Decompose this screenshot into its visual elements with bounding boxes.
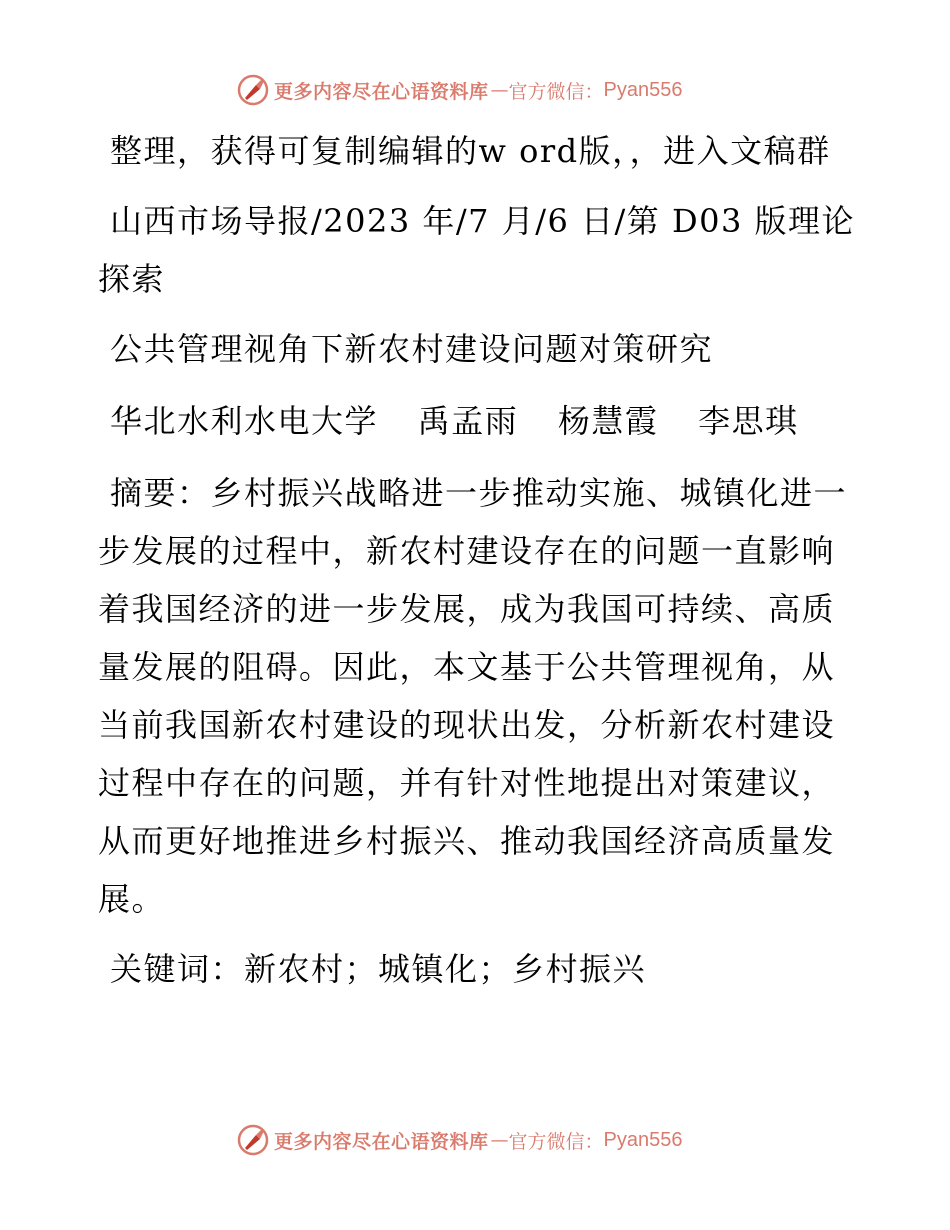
watermark-id: Pyan556: [603, 78, 683, 101]
author-line: [98, 392, 858, 450]
watermark-id: Pyan556: [603, 1128, 683, 1151]
watermark-separator: —: [490, 79, 509, 101]
source-line: 山西市场导报/2023 年/7 月/6 日/第 D03 版理论探索: [98, 202, 856, 298]
affiliation: 华北水利水电大学: [110, 402, 379, 440]
intro-text: 整理，获得可复制编辑的w ord版，，进入文稿群: [110, 132, 831, 170]
watermark-separator: —: [490, 1129, 509, 1151]
watermark-main-text: 更多内容尽在心语资料库: [274, 80, 489, 103]
author-name: 李思琪: [698, 402, 799, 440]
author-name: 禹孟雨: [417, 402, 519, 440]
pen-nib-logo-icon: [236, 73, 270, 107]
watermark-tag: 官方微信：: [508, 1130, 604, 1153]
article-title: 公共管理视角下新农村建设问题对策研究: [110, 330, 714, 368]
abstract-paragraph: 摘要：乡村振兴战略进一步推动实施、城镇化进一步发展的过程中，新农村建设存在的问题一直影响着我国经济的进一步发展，成为我国可持续、高质量发展的阻碍。因此，本文基于公共管理视角，从当前我国新农村建设的现状出发，分析新农村建设过程中存在的问题，并有针对性地提出对策建议，从而更好地推进乡村振兴、推动我国经济高质量发展。: [98, 474, 848, 918]
header-watermark: [236, 72, 683, 108]
pen-nib-logo-icon: [236, 1123, 270, 1157]
watermark-tag: 官方微信：: [508, 80, 604, 103]
keywords-line: 关键词：新农村；城镇化；乡村振兴: [110, 950, 647, 988]
author-name: 杨慧霞: [557, 402, 659, 440]
watermark-main-text: 更多内容尽在心语资料库: [274, 1130, 489, 1153]
document-body: [98, 122, 858, 1012]
footer-watermark: [236, 1122, 683, 1158]
